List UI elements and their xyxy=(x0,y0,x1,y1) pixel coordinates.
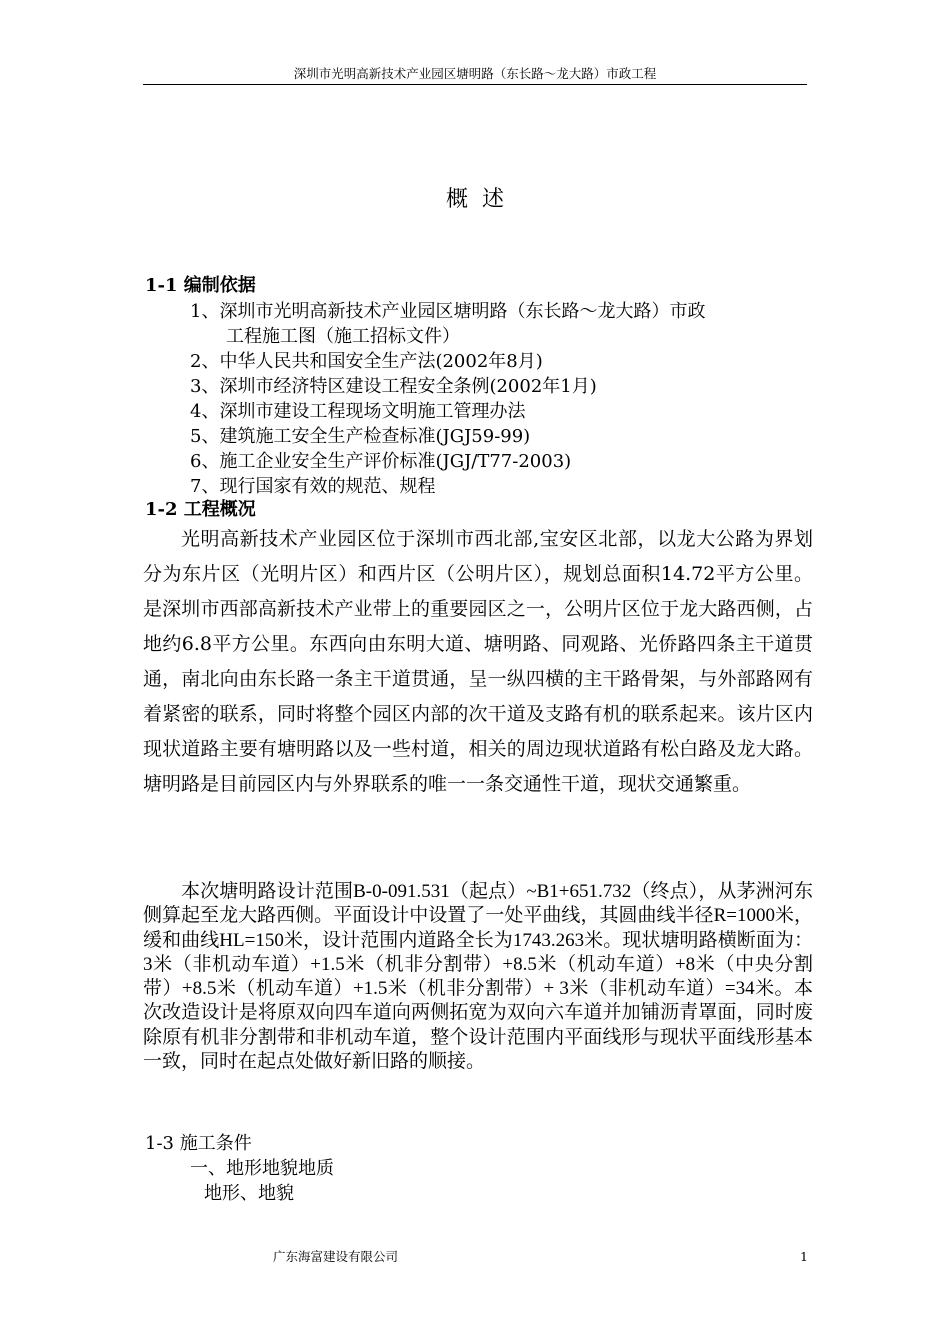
section-heading-1-1: 1-1 编制依据 xyxy=(145,275,256,296)
basis-item-7: 7、现行国家有效的规范、规程 xyxy=(190,476,436,497)
basis-item-1: 1、深圳市光明高新技术产业园区塘明路（东长路～龙大路）市政 xyxy=(190,301,706,322)
basis-item-4: 4、深圳市建设工程现场文明施工管理办法 xyxy=(190,401,526,422)
basis-item-3: 3、深圳市经济特区建设工程安全条例(2002年1月) xyxy=(190,376,597,397)
basis-item-5: 5、建筑施工安全生产检查标准(JGJ59-99) xyxy=(190,426,531,447)
subheading-terrain-geology: 一、地形地貌地质 xyxy=(190,1158,334,1179)
page-title: 概述 xyxy=(445,187,518,212)
page-number: 1 xyxy=(800,1249,808,1264)
subheading-topography: 地形、地貌 xyxy=(204,1183,294,1204)
section-heading-1-3: 1-3 施工条件 xyxy=(145,1133,252,1154)
design-scope-paragraph: 本次塘明路设计范围B-0-091.531（起点）~B1+651.732（终点），从茅洲河东侧算起至龙大路西侧。平面设计中设置了一处平曲线，其圆曲线半径R=1000米，缓和曲线HL=150米，设计范围内道路全长为1743.263米。现状塘明路横断面为：3米（非机动车道）+1.5米（机非分割带）+8.5米（机动车道）+8米（中央分割带）+8.5米（机动车道）+1.5米（机非分割带）+ 3米（非机动车道）=34米。本次改造设计是将原双向四车道向两侧拓宽为双向六车道并加铺沥青罩面，同时废除原有机非分割带和非机动车道，整个设计范围内平面线形与现状平面线形基本一致，同时在起点处做好新旧路的顺接。 xyxy=(143,881,813,1073)
basis-item-2: 2、中华人民共和国安全生产法(2002年8月) xyxy=(190,351,543,372)
section-heading-1-2: 1-2 工程概况 xyxy=(145,499,256,520)
basis-item-6: 6、施工企业安全生产评价标准(JGJ/T77-2003) xyxy=(190,451,572,472)
header-rule xyxy=(143,84,807,85)
running-header: 深圳市光明高新技术产业园区塘明路（东长路～龙大路）市政工程 xyxy=(293,66,657,81)
overview-paragraph: 光明高新技术产业园区位于深圳市西北部,宝安区北部，以龙大公路为界划分为东片区（光明片区）和西片区（公明片区），规划总面积14.72平方公里。是深圳市西部高新技术产业带上的重要园区之一，公明片区位于龙大路西侧，占地约6.8平方公里。东西向由东明大道、塘明路、同观路、光侨路四条主干道贯通，南北向由东长路一条主干道贯通，呈一纵四横的主干路骨架，与外部路网有着紧密的联系，同时将整个园区内部的次干道及支路有机的联系起来。该片区内现状道路主要有塘明路以及一些村道，相关的周边现状道路有松白路及龙大路。塘明路是目前园区内与外界联系的唯一一条交通性干道，现状交通繁重。 xyxy=(143,528,813,795)
basis-item-1-continued: 工程施工图（施工招标文件） xyxy=(226,326,460,347)
footer-company: 广东海富建设有限公司 xyxy=(273,1249,399,1264)
